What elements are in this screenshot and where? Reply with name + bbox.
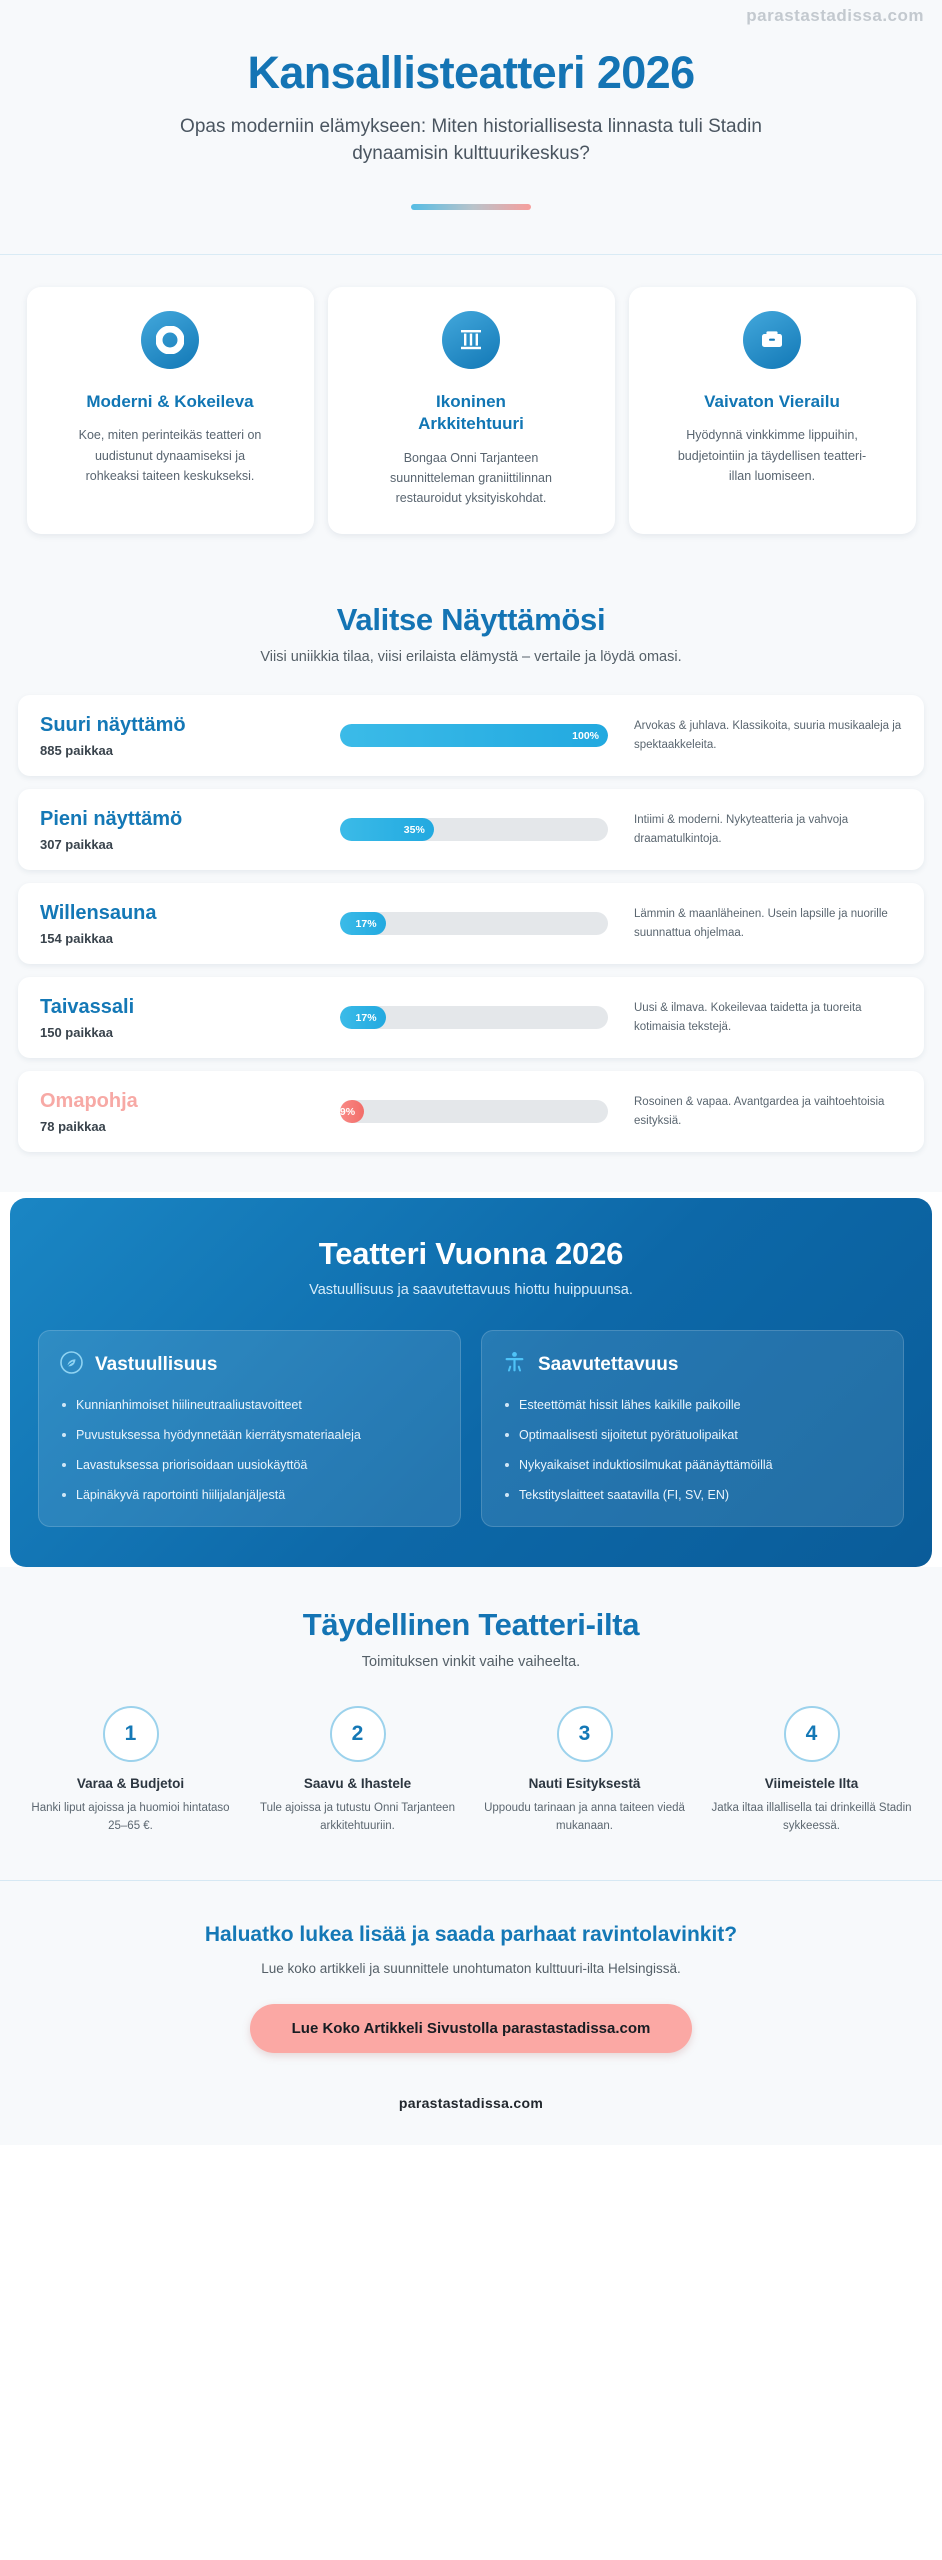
stage-description: Lämmin & maanläheinen. Usein lapsille ja nuorille suunnattua ohjelmaa. [634,908,888,939]
accessibility-icon [502,1350,527,1380]
steps-section [0,1567,942,1880]
list-item: Läpinäkyvä raportointi hiilijalanjäljestä [59,1486,440,1505]
classical-column-icon [442,311,500,369]
list-item: Puvustuksessa hyödynnetään kierrätysmateriaaleja [59,1426,440,1445]
step-number-badge: 1 [103,1706,159,1762]
stage-capacity-bar [340,818,608,841]
site-watermark: parastastadissa.com [746,6,924,25]
step-body: Uppoudu tarinaan ja anna taiteen viedä mukanaan. [484,1802,685,1833]
step-number-badge: 3 [557,1706,613,1762]
stage-list [18,695,924,1152]
list-item: Kunnianhimoiset hiilineutraaliustavoitteet [59,1396,440,1415]
steps-grid [22,1706,920,1836]
stage-row[interactable] [18,977,924,1058]
stage-capacity-fill [340,1006,386,1029]
stage-capacity-bar [340,1006,608,1029]
stage-name: Suuri näyttämö [40,714,186,737]
theatre-2026-panel [10,1198,932,1567]
panel-title: Teatteri Vuonna 2026 [318,1236,624,1272]
steps-title: Täydellinen Teatteri-ilta [302,1607,640,1643]
step-body: Hanki liput ajoissa ja huomioi hintataso 25–65 €. [31,1802,230,1833]
stage-capacity-fill [340,724,608,747]
read-full-article-button[interactable]: Lue Koko Artikkeli Sivustolla parastastadissa.com [250,2004,693,2053]
step-number-badge: 4 [784,1706,840,1762]
feature-card-moderni [27,287,314,534]
stage-seats: 885 paikkaa [40,743,114,759]
stage-name: Omapohja [40,1090,138,1113]
panel-card-vastuullisuus [38,1330,461,1527]
stage-row[interactable] [18,883,924,964]
feature-card-title: Ikoninen Arkkitehtuuri [418,392,524,434]
cta-section [0,1880,942,2145]
site-footer-brand: parastastadissa.com [398,2095,544,2112]
stage-seats: 150 paikkaa [40,1025,114,1041]
stages-subtitle: Viisi uniikkia tilaa, viisi erilaista elämystä – vertaile ja löydä omasi. [260,649,682,666]
step-title: Viimeistele Ilta [764,1776,859,1792]
stage-capacity-label: 17% [355,1011,377,1024]
feature-card-vierailu [629,287,916,534]
stage-meta [40,995,340,1040]
step-item [703,1706,920,1836]
stage-capacity-bar [340,1100,608,1123]
stage-capacity-bar [340,912,608,935]
stage-meta [40,713,340,758]
stage-capacity-fill [340,912,386,935]
cta-subtitle: Lue koko artikkeli ja suunnittele unohtumaton kulttuuri-ilta Helsingissä. [261,1961,681,1977]
list-item: Tekstityslaitteet saatavilla (FI, SV, EN) [502,1486,883,1505]
stage-seats: 154 paikkaa [40,931,114,947]
step-item [476,1706,693,1836]
stage-capacity-fill [340,1100,364,1123]
list-item: Optimaalisesti sijoitetut pyörätuolipaikat [502,1426,883,1445]
step-title: Nauti Esityksestä [528,1776,641,1792]
stage-row[interactable] [18,789,924,870]
leaf-badge-icon [59,1350,84,1380]
list-item: Nykyaikaiset induktiosilmukat päänäyttämöillä [502,1456,883,1475]
stage-capacity-fill [340,818,434,841]
steps-header [22,1607,920,1670]
stage-description: Arvokas & juhlava. Klassikoita, suuria musikaaleja ja spektaakkeleita. [634,720,902,751]
stage-meta [40,901,340,946]
panel-columns [38,1330,904,1527]
step-body: Jatka iltaa illallisella tai drinkeillä Stadin sykkeessä. [711,1802,912,1833]
step-body: Tule ajoissa ja tutustu Onni Tarjanteen arkkitehtuuriin. [260,1802,455,1833]
stage-meta [40,807,340,852]
panel-card-saavutettavuus [481,1330,904,1527]
panel-card-header [59,1350,440,1380]
panel-card-list [59,1396,440,1504]
stage-capacity-label: 17% [355,917,377,930]
stage-row[interactable] [18,1071,924,1152]
feature-card-title: Vaivaton Vierailu [704,392,840,412]
stage-description: Intiimi & moderni. Nykyteatteria ja vahvoja draamatulkintoja. [634,814,849,845]
list-item: Lavastuksessa priorisoidaan uusiokäyttöä [59,1456,440,1475]
ring-icon [141,311,199,369]
steps-subtitle: Toimituksen vinkit vaihe vaiheelta. [361,1654,581,1671]
feature-card-title: Moderni & Kokeileva [86,392,254,412]
feature-card-body: Bongaa Onni Tarjanteen suunnitteleman graniittilinnan restauroidut yksityiskohdat. [390,450,552,506]
stage-meta [40,1089,340,1134]
ticket-icon [743,311,801,369]
hero-divider [411,204,531,210]
step-title: Saavu & Ihastele [303,1776,412,1792]
feature-card-body: Koe, miten perinteikäs teatteri on uudistunut dynaamiseksi ja rohkeaksi taiteen keskukseksi. [78,428,262,483]
stage-capacity-bar [340,724,608,747]
stage-description: Rosoinen & vapaa. Avantgardea ja vaihtoehtoisia esityksiä. [634,1096,885,1127]
feature-card-body: Hyödynnä vinkkimme lippuihin, budjetointiin ja täydellisen teatteri-illan luomiseen. [677,428,867,483]
stage-capacity-label: 35% [403,823,425,836]
stage-name: Pieni näyttämö [40,808,183,831]
step-item [249,1706,466,1836]
stage-row[interactable] [18,695,924,776]
cta-title: Haluatko lukea lisää ja saada parhaat ravintolavinkit? [204,1923,738,1947]
stage-description: Uusi & ilmava. Kokeilevaa taidetta ja tuoreita kotimaisia tekstejä. [634,1002,862,1033]
stage-name: Taivassali [40,996,135,1019]
stage-seats: 307 paikkaa [40,837,114,853]
list-item: Esteettömät hissit lähes kaikille paikoille [502,1396,883,1415]
step-title: Varaa & Budjetoi [76,1776,185,1792]
feature-cards-section [0,255,942,568]
panel-card-title: Saavutettavuus [538,1354,679,1376]
step-number-badge: 2 [330,1706,386,1762]
stage-seats: 78 paikkaa [40,1119,106,1135]
feature-card-arkkitehtuuri [328,287,615,534]
stage-capacity-label: 9% [340,1105,356,1118]
stage-capacity-label: 100% [572,729,599,742]
stages-header [18,602,924,665]
panel-card-list [502,1396,883,1504]
stages-section [0,568,942,1192]
page-title: Kansallisteatteri 2026 [247,47,695,98]
panel-card-title: Vastuullisuus [95,1354,218,1376]
panel-card-header [502,1350,883,1380]
hero-section [0,0,942,255]
stage-name: Willensauna [40,902,157,925]
step-item [22,1706,239,1836]
stages-title: Valitse Näyttämösi [336,602,606,638]
page-subtitle: Opas moderniin elämykseen: Miten historiallisesta linnasta tuli Stadin dynaamisin kulttuurikeskus? [180,116,762,165]
panel-subtitle: Vastuullisuus ja saavutettavuus hiottu huippuunsa. [309,1282,633,1299]
